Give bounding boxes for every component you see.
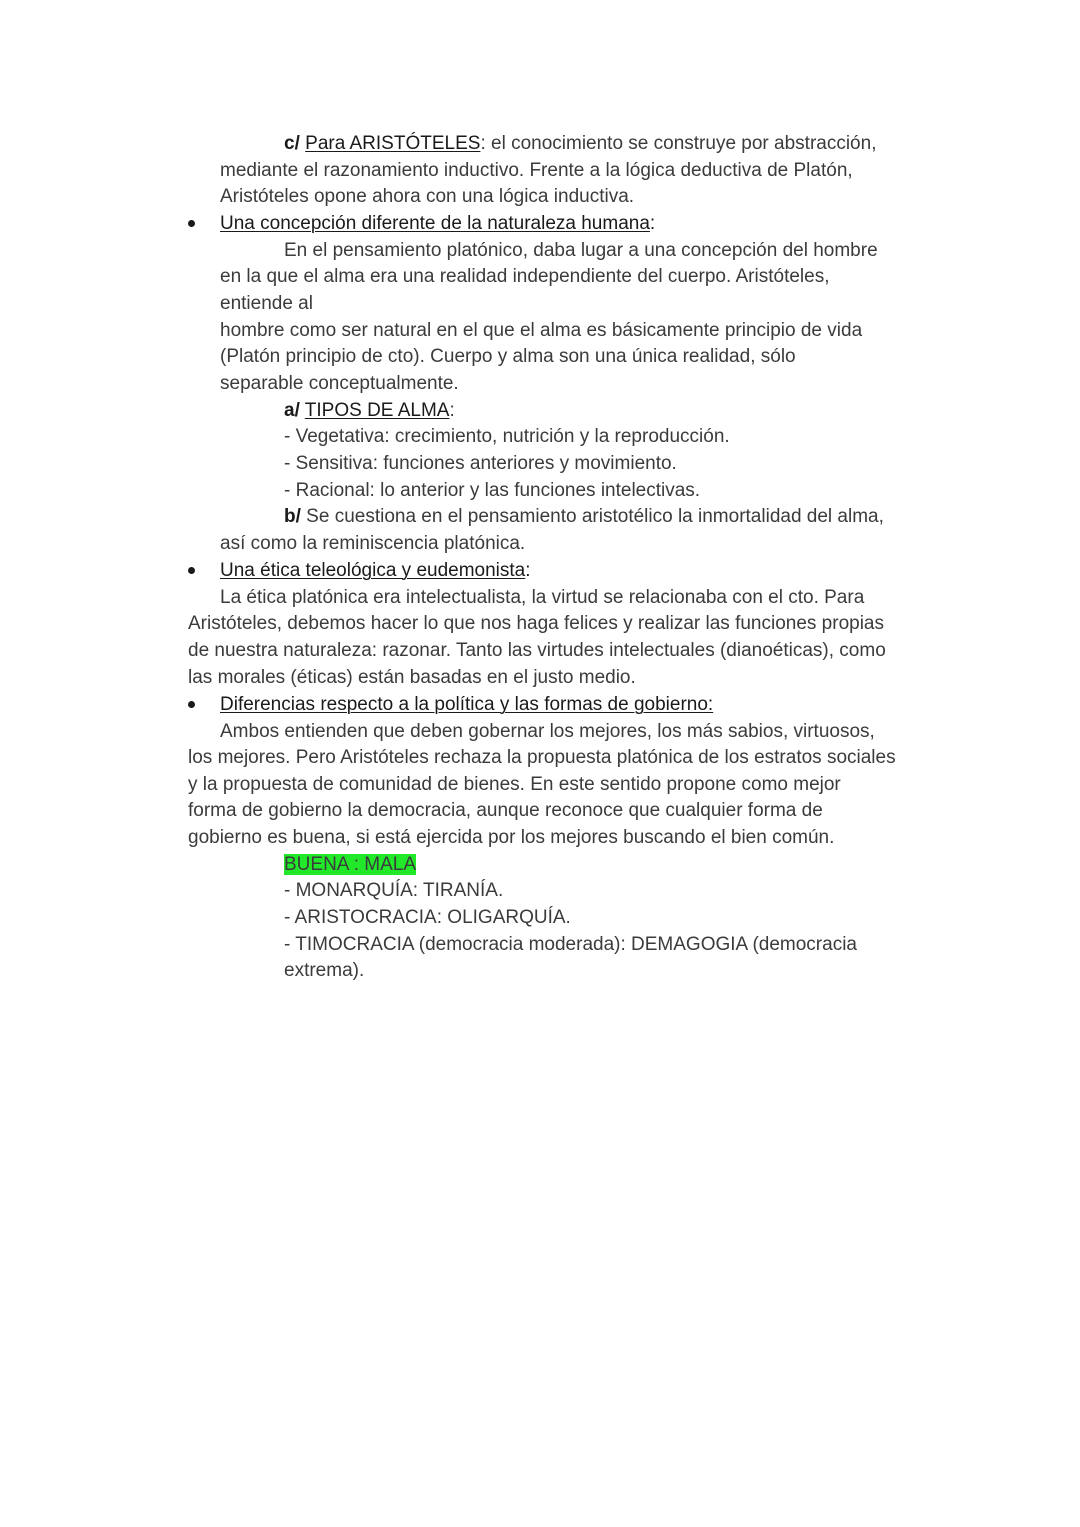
section-b-line-1 (284, 504, 884, 530)
bullet-3-title-line (220, 692, 713, 718)
bullet-3-line: Ambos entienden que deben gobernar los mejores, los más sabios, virtuosos, (220, 721, 875, 742)
bullet-1-line: (Platón principio de cto). Cuerpo y alma son una única realidad, sólo (220, 346, 796, 367)
bullet-3-title: Diferencias respecto a la política y las formas de gobierno: (220, 694, 714, 715)
section-c-colon: : (480, 133, 486, 154)
section-c-line-3: Aristóteles opone ahora con una lógica inductiva. (220, 186, 635, 207)
bullet-1-line: hombre como ser natural en el que el alma es básicamente principio de vida (220, 320, 863, 341)
bullet-3-line: los mejores. Pero Aristóteles rechaza la propuesta platónica de los estratos sociales (188, 747, 896, 768)
bullet-2-colon: : (525, 560, 531, 581)
bullet-2-line: La ética platónica era intelectualista, la virtud se relacionaba con el cto. Para (220, 587, 865, 608)
government-form-item: extrema). (284, 960, 365, 981)
soul-types-colon: : (449, 400, 455, 421)
section-c-line-2: mediante el razonamiento inductivo. Frente a la lógica deductiva de Platón, (220, 160, 853, 181)
soul-type-item: - Vegetativa: crecimiento, nutrición y la reproducción. (284, 426, 730, 447)
government-form-item: - TIMOCRACIA (democracia moderada): DEMAGOGIA (democracia (284, 934, 857, 955)
bullet-2-line: de nuestra naturaleza: razonar. Tanto las virtudes intelectuales (dianoéticas), como (188, 640, 886, 661)
soul-types-marker: a/ (284, 400, 300, 421)
good-bad-highlight: BUENA : MALA (284, 854, 416, 875)
section-c-marker: c/ (284, 133, 300, 154)
bullet-1-title: Una concepción diferente de la naturaleza humana (220, 213, 650, 234)
bullet-icon (188, 701, 195, 708)
bullet-1-line: separable conceptualmente. (220, 373, 459, 394)
soul-type-item: - Sensitiva: funciones anteriores y movimiento. (284, 453, 677, 474)
bullet-1-line: entiende al (220, 293, 313, 314)
section-c-text: el conocimiento se construye por abstracción, (485, 133, 877, 154)
bullet-icon (188, 220, 195, 227)
bullet-2-title-line (220, 558, 531, 584)
soul-types-heading-line (284, 398, 455, 424)
section-c-heading: Para ARISTÓTELES (305, 133, 481, 154)
bullet-2-title: Una ética teleológica y eudemonista (220, 560, 526, 581)
bullet-1-line: En el pensamiento platónico, daba lugar a una concepción del hombre (284, 240, 878, 261)
bullet-3-line: y la propuesta de comunidad de bienes. En este sentido propone como mejor (188, 774, 841, 795)
bullet-1-title-line (220, 211, 655, 237)
bullet-3-line: forma de gobierno la democracia, aunque reconoce que cualquier forma de (188, 800, 823, 821)
soul-types-heading: TIPOS DE ALMA (304, 400, 450, 421)
bullet-2-line: Aristóteles, debemos hacer lo que nos haga felices y realizar las funciones propias (188, 613, 884, 634)
section-b-marker: b/ (284, 506, 301, 527)
highlight-line (284, 852, 416, 878)
government-form-item: - ARISTOCRACIA: OLIGARQUÍA. (284, 907, 571, 928)
section-c-line-1 (284, 131, 876, 157)
bullet-2-line: las morales (éticas) están basadas en el justo medio. (188, 667, 636, 688)
soul-type-item: - Racional: lo anterior y las funciones intelectivas. (284, 480, 701, 501)
bullet-icon (188, 567, 195, 574)
section-b-line-2: así como la reminiscencia platónica. (220, 533, 526, 554)
government-form-item: - MONARQUÍA: TIRANÍA. (284, 880, 504, 901)
bullet-3-line: gobierno es buena, si está ejercida por los mejores buscando el bien común. (188, 827, 835, 848)
bullet-1-colon: : (649, 213, 656, 234)
section-b-text: Se cuestiona en el pensamiento aristotélico la inmortalidad del alma, (300, 506, 884, 527)
bullet-1-line: en la que el alma era una realidad independiente del cuerpo. Aristóteles, (220, 266, 830, 287)
